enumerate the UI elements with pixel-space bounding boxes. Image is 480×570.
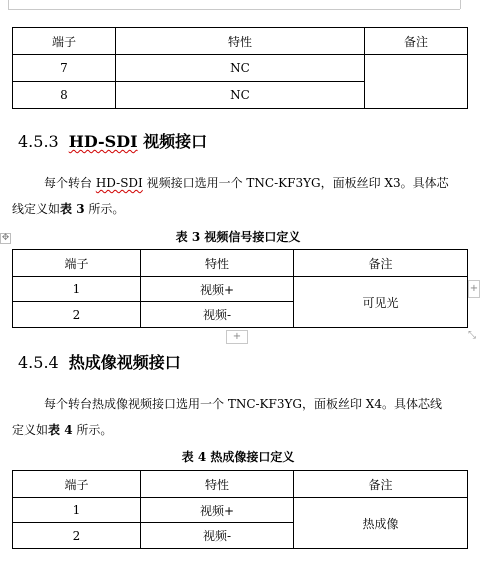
pin-table-continued xyxy=(12,27,468,109)
pin-cell: 1 xyxy=(13,498,141,523)
paragraph-line xyxy=(12,170,464,196)
header-property: 特性 xyxy=(141,250,294,277)
header-property: 特性 xyxy=(141,471,294,498)
table-caption-4: 表 4 热成像接口定义 xyxy=(181,450,295,464)
paragraph-line: 每个转台热成像视频接口选用一个 TNC-KF3YG，面板丝印 X4。具体芯线 xyxy=(44,397,442,411)
pin-cell: 2 xyxy=(13,302,141,328)
header-note: 备注 xyxy=(294,250,468,277)
add-column-button[interactable]: + xyxy=(468,280,480,298)
pin-cell: 8 xyxy=(13,82,116,109)
pin-cell: 7 xyxy=(13,55,116,82)
header-pin: 端子 xyxy=(13,471,141,498)
add-row-button[interactable]: + xyxy=(226,330,248,344)
note-cell: 可见光 xyxy=(294,277,468,328)
text-span: 线定义如 xyxy=(12,202,61,216)
page-edge-right xyxy=(460,0,461,9)
video-signal-table xyxy=(12,249,468,328)
property-cell: 视频- xyxy=(141,523,294,549)
property-cell: 视频- xyxy=(141,302,294,328)
text-span: 每个转台 xyxy=(44,176,96,190)
property-cell: 视频+ xyxy=(141,498,294,523)
header-property: 特性 xyxy=(116,28,365,55)
section-number: 4.5.3 xyxy=(18,132,59,151)
paragraph-line xyxy=(12,196,464,222)
property-cell: NC xyxy=(116,82,365,109)
text-span: 定义如 xyxy=(12,423,49,437)
table-reference[interactable]: 表 4 xyxy=(48,423,73,437)
section-heading-4-5-3 xyxy=(18,129,207,152)
property-cell: 视频+ xyxy=(141,277,294,302)
paragraph-line xyxy=(12,417,464,443)
table-row xyxy=(13,277,468,302)
header-pin: 端子 xyxy=(13,28,116,55)
header-note: 备注 xyxy=(365,28,468,55)
pin-cell: 1 xyxy=(13,277,141,302)
section-title-zh: 视频接口 xyxy=(143,132,208,151)
table-row xyxy=(13,498,468,523)
section-number: 4.5.4 xyxy=(18,353,59,372)
table-row xyxy=(13,55,468,82)
note-cell: 热成像 xyxy=(294,498,468,549)
section-title-zh: 热成像视频接口 xyxy=(68,353,181,372)
header-note: 备注 xyxy=(294,471,468,498)
text-span: 视频接口选用一个 TNC-KF3YG，面板丝印 X3。具体芯 xyxy=(142,176,449,190)
text-span: 所示。 xyxy=(72,423,113,437)
section-heading-4-5-4 xyxy=(18,350,181,373)
property-cell: NC xyxy=(116,55,365,82)
table-caption-3: 表 3 视频信号接口定义 xyxy=(175,230,301,244)
page-edge-left xyxy=(8,0,9,9)
text-span: 所示。 xyxy=(84,202,125,216)
table-resize-handle-icon[interactable]: ⤡ xyxy=(468,330,476,341)
page-edge-top xyxy=(8,9,460,10)
section-title-en: HD-SDI xyxy=(68,132,138,151)
paragraph-4-5-3 xyxy=(12,170,464,222)
table-header-row xyxy=(13,250,468,277)
header-pin: 端子 xyxy=(13,250,141,277)
pin-cell: 2 xyxy=(13,523,141,549)
table-header-row xyxy=(13,471,468,498)
note-cell xyxy=(365,55,468,109)
paragraph-4-5-4 xyxy=(12,391,464,443)
table-header-row xyxy=(13,28,468,55)
term-span: HD-SDI xyxy=(95,176,143,190)
table-reference[interactable]: 表 3 xyxy=(60,202,85,216)
thermal-video-table xyxy=(12,470,468,549)
table-move-handle-icon[interactable]: ✥ xyxy=(1,233,10,243)
